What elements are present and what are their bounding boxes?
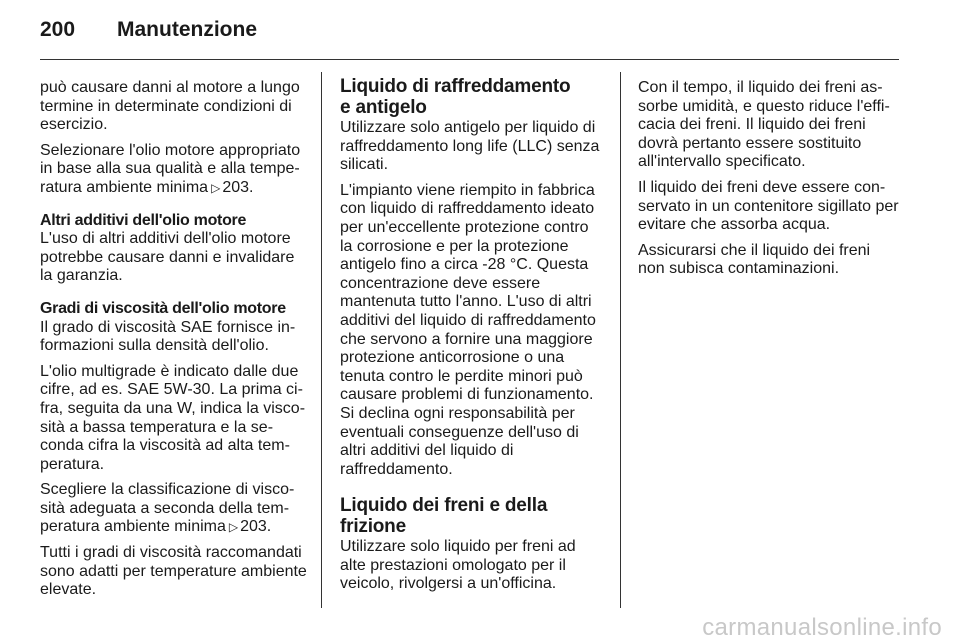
paragraph-text: L'uso di altri additivi dell'olio motore potrebbe causare danni e invalidare la garanzia. (40, 230, 295, 285)
paragraph: Il liquido dei freni deve essere conservato in un contenitore sigillato per evitare che assorba acqua. (638, 178, 899, 234)
paragraph: Tutti i gradi di viscosità raccomandati sono adatti per temperature ambiente elevate. (40, 544, 307, 599)
column-2 (340, 76, 602, 601)
paragraph: Utilizzare solo liquido per freni ad alte prestazioni omologato per il veicolo, rivolgersi a un'officina. (340, 538, 576, 593)
page-number: 200 (40, 18, 76, 41)
paragraph-text: Selezionare l'olio motore appropriato in base alla sua qualità e alla temperatura ambiente minima (40, 141, 301, 196)
watermark: carmanualsonline.info (702, 614, 942, 641)
heading-coolant (340, 76, 602, 118)
heading-line: e antigelo (340, 97, 427, 118)
paragraph: Assicurarsi che il liquido dei freni non subisca contaminazioni. (638, 241, 871, 278)
paragraph: Utilizzare solo antigelo per liquido di raffreddamento long life (LLC) senza silicati. (340, 119, 600, 174)
column-1 (40, 79, 308, 607)
paragraph: L'olio multigrade è indicato dalle due cifre, ad es. SAE 5W-30. La prima cifra, seguita da una W, indica la viscosità a bassa temperatura e la seconda cifra la viscosità ad alta temperatura. (40, 362, 306, 473)
column-divider (620, 72, 621, 608)
paragraph-text: Scegliere la classificazione di viscosità adeguata a seconda della temperatura ambiente minima (40, 481, 295, 536)
heading-line: Liquido di raffreddamento (340, 76, 571, 97)
page-reference-link[interactable]: 203. (240, 518, 272, 536)
section-title: Manutenzione (117, 18, 257, 41)
column-3 (638, 79, 900, 286)
cross-reference-icon: ▷ (211, 180, 221, 195)
paragraph-viscosity-class (40, 481, 308, 537)
paragraph: L'impianto viene riempito in fabbrica con liquido di raffreddamento ideato per un'eccellente protezione contro la corrosione e per la protezione antigelo fino a circa -28 °C. Questa concentrazione deve essere mantenuta tutto l'anno. L'uso di altri additivi del liquido di raffreddamento che servono a fornire una maggiore protezione anticorrosione o una tenuta contro le perdite minori può causare problemi di funzionamento. Si declina ogni responsabilità per eventuali conseguenze dell'uso di altri additivi del liquido di raffreddamento. (340, 181, 596, 478)
paragraph: può causare danni al motore a lungo termine in determinate condizioni di esercizio. (40, 79, 300, 134)
subheading-viscosity: Gradi di viscosità dell'olio motore (40, 299, 286, 317)
paragraph-viscosity (40, 300, 308, 356)
paragraph-oil-selection (40, 142, 308, 198)
subheading-additives: Altri additivi dell'olio motore (40, 211, 247, 229)
page-header (40, 18, 920, 48)
paragraph: Con il tempo, il liquido dei freni assorbe umidità, e questo riduce l'efficacia dei freni. Il liquido dei freni dovrà pertanto essere sostituito all'intervallo specificato. (638, 79, 890, 171)
heading-brake-fluid: Liquido dei freni e della frizione (340, 495, 548, 538)
paragraph-additives (40, 212, 308, 286)
column-divider (321, 72, 322, 608)
header-rule (40, 59, 899, 60)
cross-reference-icon: ▷ (228, 520, 239, 535)
paragraph-text: Il grado di viscosità SAE fornisce informazioni sulla densità dell'olio. (40, 318, 296, 355)
page-reference-link[interactable]: 203. (222, 178, 254, 196)
